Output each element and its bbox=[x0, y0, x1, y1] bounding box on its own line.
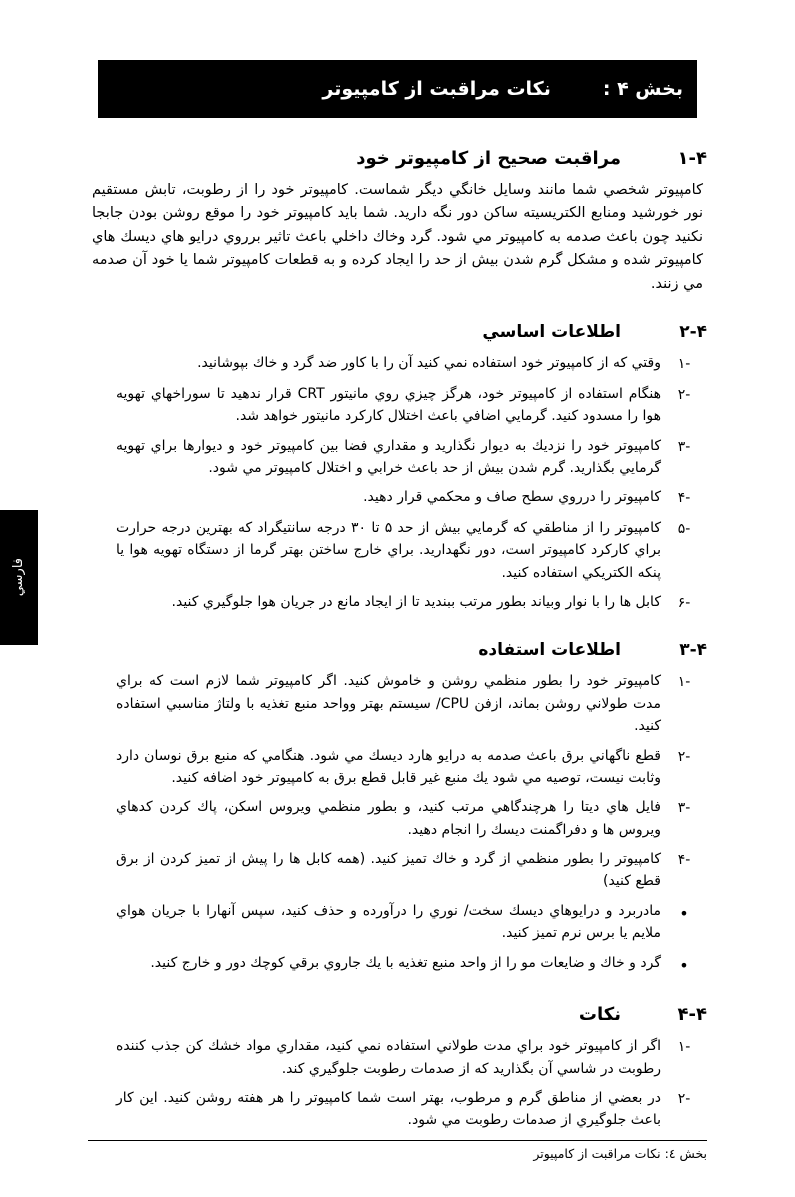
section-heading-4 bbox=[88, 1004, 707, 1025]
list-item-marker: -۳ bbox=[677, 438, 691, 455]
list-item-text: كامپيوتر را از مناطقي كه گرمايي بيش از حد ۵ تا ۳۰ درجه سانتيگراد كه بهترين درجه حرارت براي كاركرد كامپيوتر است، دور نگهداريد. براي خارج ساختن بهتر گرما از دستگاه تهويه هوا يا پنكه الكتريكي استفاده كنيد. bbox=[116, 519, 662, 581]
list-item bbox=[88, 1035, 707, 1080]
list-item bbox=[88, 486, 707, 509]
list-item bbox=[88, 670, 707, 737]
list-item-marker: • bbox=[679, 955, 689, 975]
section-1-title: مراقبت صحيح از كامپيوتر خود bbox=[356, 148, 621, 169]
list-item bbox=[88, 848, 707, 893]
page-footer-text: بخش ٤: نكات مراقبت از كامپيوتر bbox=[533, 1146, 707, 1161]
list-item bbox=[88, 591, 707, 614]
list-item-marker: -۶ bbox=[677, 594, 691, 611]
list-item-marker: -۲ bbox=[677, 386, 691, 403]
list-item-text: گرد و خاك و ضايعات مو را از واحد منبع تغذيه با يك جاروي برقي كوچك دور و خارج كنيد. bbox=[150, 954, 661, 971]
side-language-tab-label: فارسي bbox=[10, 558, 26, 597]
section-3-list bbox=[88, 670, 707, 978]
section-heading-3 bbox=[88, 640, 707, 660]
section-2-number: ۲-۴ bbox=[679, 322, 707, 343]
list-item-text: در بعضي از مناطق گرم و مرطوب، بهتر است شما كامپيوتر را هر هفته روشن كنيد. اين كار باعث جلوگيري از صدمات رطوبت مي شود. bbox=[116, 1090, 661, 1129]
section-2-title: اطلاعات اساسي bbox=[482, 322, 621, 343]
list-item-text: كامپيوتر را درروي سطح صاف و محكمي قرار دهيد. bbox=[363, 489, 661, 506]
list-item-text: اگر از كامپيوتر خود براي مدت طولاني استفاده نمي كنيد، مقداري مواد خشك كن جذب كننده رطوبت در شاسي آن بگذاريد كه از صدمات رطوبت جلوگيري كند. bbox=[116, 1038, 661, 1077]
page-content bbox=[88, 60, 707, 1139]
list-item-text: كابل ها را با نوار وبياند بطور مرتب ببنديد تا از ايجاد مانع در جريان هوا جلوگيري كنيد. bbox=[171, 593, 661, 610]
list-item-marker: -۱ bbox=[677, 674, 691, 691]
list-item-text: قطع ناگهاني برق باعث صدمه به درايو هارد ديسك مي شود. هنگامي كه منبع برق نوسان دارد وثابت نيست، توصيه مي شود يك منبع غير قابل قطع برق به كامپيوتر خود اضافه كنيد. bbox=[116, 747, 661, 786]
list-item-text: هنگام استفاده از كامپيوتر خود، هرگز چيزي روي مانيتور CRT قرار ندهيد تا سوراخهاي تهويه هوا را مسدود كنيد. گرمايي اضافي باعث اختلال كاركرد مانيتور خواهد شد. bbox=[116, 385, 661, 425]
list-item-marker: -۲ bbox=[677, 748, 691, 765]
list-item bbox=[88, 745, 707, 790]
list-item-text: كامپيوتر خود را بطور منظمي روشن و خاموش كنيد. اگر كامپيوتر شما لازم است كه براي مدت طولاني روشن بماند، ازفن CPU/ سيستم بهتر وواحد منبع تغذيه با ولتاژ مناسبي استفاده كنيد. bbox=[116, 673, 661, 735]
section-1-paragraph: كامپيوتر شخصي شما مانند وسايل خانگي ديگر شماست. كامپيوتر خود را از رطوبت، تابش مستقيم نور خورشيد ومنابع الكتريسيته ساكن دور نگه داريد. شما بايد كامپيوتر خود را موقع روشن بودن جابجا نكنيد چون باعث صدمه به كامپيوتر مي شود. گرد وخاك داخلي باعث تاثير برروي درايو هاي ديسك هاي كامپيوتر شده و مشكل گرم شدن بيش از حد را ايجاد كرده و به قطعات كامپيوتر شما يا خود آن صدمه مي زنند. bbox=[92, 182, 703, 292]
list-item bbox=[88, 352, 707, 375]
list-item-marker: -۵ bbox=[677, 520, 691, 537]
list-item bbox=[88, 952, 707, 979]
section-heading-2 bbox=[88, 322, 707, 342]
list-item-marker: • bbox=[679, 903, 689, 923]
list-item bbox=[88, 1087, 707, 1132]
section-4-title: نكات bbox=[578, 1004, 621, 1026]
list-item-text: كامپيوتر را بطور منظمي از گرد و خاك تميز كنيد. (همه كابل ها را پيش از تميز كردن از برق قطع كنيد) bbox=[116, 851, 661, 890]
chapter-header bbox=[98, 60, 697, 118]
chapter-number: بخش ۴ : bbox=[602, 78, 683, 100]
list-item bbox=[88, 383, 707, 428]
chapter-title: نكات مراقبت از كامپيوتر bbox=[322, 78, 551, 100]
list-item-text: وقتي كه از كامپيوتر خود استفاده نمي كنيد آن را با كاور ضد گرد و خاك بپوشانيد. bbox=[197, 355, 661, 372]
list-item bbox=[88, 517, 707, 584]
list-item-marker: -۱ bbox=[677, 356, 691, 373]
list-item-text: مادربرد و درايوهاي ديسك سخت/ نوري را درآورده و حذف كنيد، سپس آنهارا با جريان هواي ملايم يا برس نرم تميز كنيد. bbox=[116, 902, 661, 942]
list-item-text: كامپيوتر خود را نزديك به ديوار نگذاريد و مقداري فضا بين كامپيوتر خود و ديوارها براي تهويه گرمايي بگذاريد. گرم شدن بيش از حد باعث خرابي و اختلال كامپيوتر مي شود. bbox=[116, 437, 661, 476]
section-3-number: ۳-۴ bbox=[679, 640, 707, 661]
list-item-marker: -۱ bbox=[677, 1039, 691, 1056]
section-4-number: ۴-۴ bbox=[677, 1004, 707, 1026]
list-item bbox=[88, 796, 707, 841]
section-2-list bbox=[88, 352, 707, 614]
page-footer bbox=[88, 1140, 707, 1161]
section-1-number: ۱-۴ bbox=[677, 148, 707, 169]
section-heading-1 bbox=[88, 148, 707, 169]
list-item bbox=[88, 435, 707, 480]
list-item-marker: -۳ bbox=[677, 800, 691, 817]
list-item bbox=[88, 900, 707, 945]
section-3-title: اطلاعات استفاده bbox=[478, 640, 621, 661]
section-4-list bbox=[88, 1035, 707, 1132]
list-item-marker: -۲ bbox=[677, 1091, 691, 1107]
list-item-text: فايل هاي ديتا را هرچندگاهي مرتب كنيد، و بطور منظمي ويروس اسكن، پاك كردن كدهاي ويروس ها و دفراگمنت ديسك را انجام دهيد. bbox=[116, 799, 661, 838]
list-item-marker: -۴ bbox=[677, 852, 691, 869]
list-item-marker: -۴ bbox=[677, 490, 691, 507]
side-language-tab bbox=[0, 510, 38, 645]
